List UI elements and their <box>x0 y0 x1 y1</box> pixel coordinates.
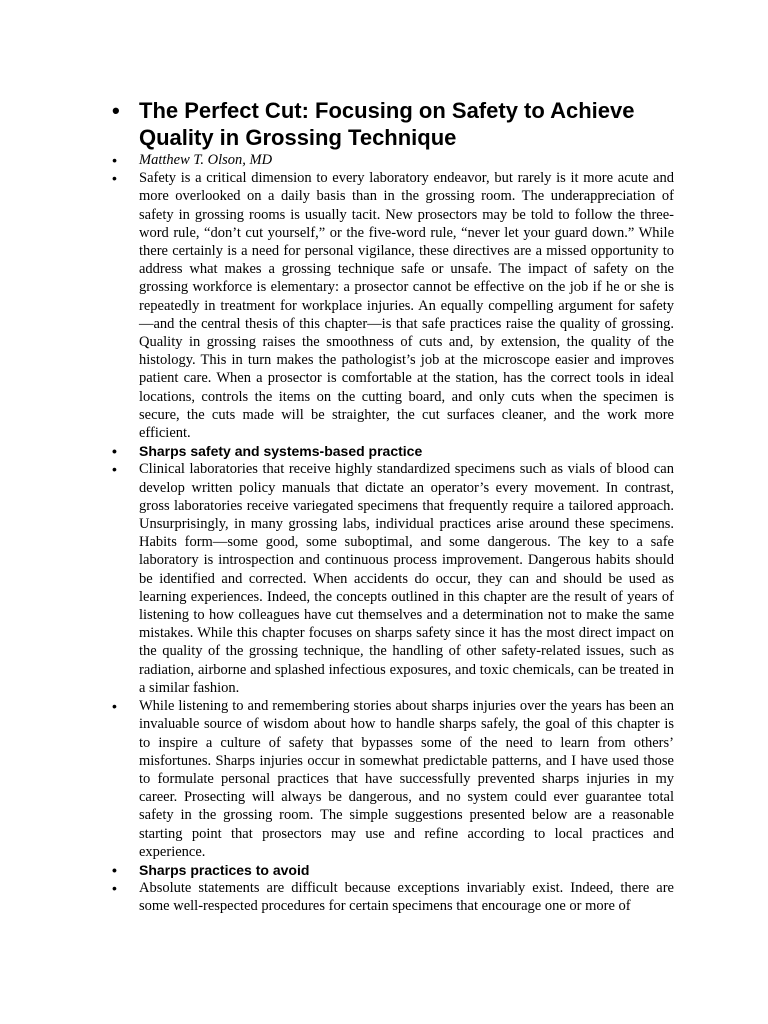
section-heading-practices-to-avoid: • Sharps practices to avoid <box>112 861 674 879</box>
document-title: • The Perfect Cut: Focusing on Safety to Achieve Quality in Grossing Technique <box>112 97 674 151</box>
paragraph-listening-stories: • While listening to and remembering stories about sharps injuries over the years has been an invaluable source of wisdom about how to handle sharps safely, the goal of this chapter is to inspire a culture of safety that bypasses some of the need to learn from others’ misfortunes. Sharps injuries occur in somewhat predictable patterns, and I have used those to formulate personal practices that have successfully prevented sharps injuries in my career. Prosecting will always be dangerous, and no system could ever guarantee total safety in the grossing room. The simple suggestions presented below are a reasonable starting point that prosectors may use and refine according to local practices and experience. <box>112 697 674 861</box>
section-heading-sharps-safety: • Sharps safety and systems-based practice <box>112 442 674 460</box>
document-bullet-list <box>112 97 674 916</box>
author-name: • Matthew T. Olson, MD <box>112 151 674 169</box>
paragraph-intro: • Safety is a critical dimension to every laboratory endeavor, but rarely is it more acute and more overlooked on a daily basis than in the grossing room. The underappreciation of safety in grossing rooms is usually tacit. New prosectors may be told to follow the three-word rule, “don’t cut yourself,” or the five-word rule, “never let your guard down.” While there certainly is a need for personal vigilance, these directives are a missed opportunity to address what makes a grossing technique safe or unsafe. The impact of safety on the grossing workforce is elementary: a prosector cannot be effective on the job if he or she is repeatedly in treatment for workplace injuries. An equally compelling argument for safety—and the central thesis of this chapter—is that safe practices raise the quality of grossing. Quality in grossing raises the smoothness of cuts and, by extension, the quality of the histology. This in turn makes the pathologist’s job at the microscope easier and improves patient care. When a prosector is comfortable at the station, has the correct tools in ideal locations, controls the items on the cutting board, and only cuts when the specimen is secure, the cuts made will be straighter, the cut surfaces cleaner, and the work more efficient. <box>112 169 674 442</box>
paragraph-absolute-statements: • Absolute statements are difficult because exceptions invariably exist. Indeed, there are some well-respected procedures for certain specimens that encourage one or more of <box>112 879 674 915</box>
paragraph-clinical-laboratories: • Clinical laboratories that receive highly standardized specimens such as vials of blood can develop written policy manuals that dictate an operator’s every movement. In contrast, gross laboratories receive variegated specimens that frequently require a tailored approach. Unsurprisingly, in many grossing labs, individual practices arise around these specimens. Habits form—some good, some suboptimal, and some dangerous. The key to a safe laboratory is introspection and continuous process improvement. Dangerous habits should be identified and corrected. When accidents do occur, they can and should be used as learning experiences. Indeed, the concepts outlined in this chapter are the result of years of listening to how colleagues have cut themselves and a determination not to make the same mistakes. While this chapter focuses on sharps safety since it has the most direct impact on the quality of the grossing technique, the handling of other safety-related issues, such as radiation, airborne and splashed infectious exposures, and toxic chemicals, can be treated in a similar fashion. <box>112 460 674 697</box>
